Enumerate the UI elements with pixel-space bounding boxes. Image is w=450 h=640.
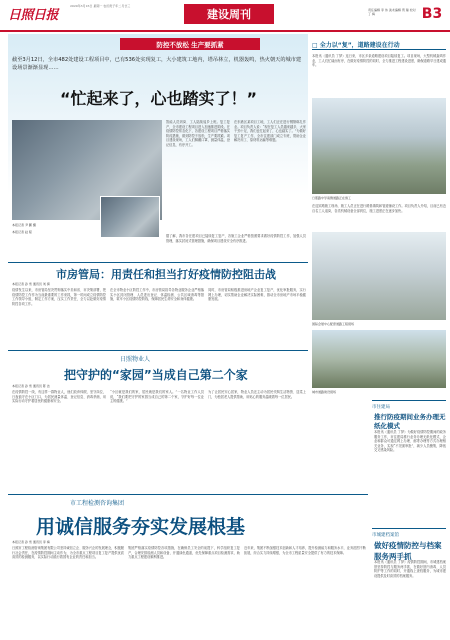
story-body: 疫情发生以来，市房管局坚决贯彻落实中央和省、市决策部署，把疫情防控工作作为当前最重要的工作来抓，第一时间成立疫情防控工作领导小组，制定工作方案，压实工作责任，全力以赴做好疫情防控各项工作。: [12, 288, 106, 306]
banner-headline: “忙起来了，心也踏实了！”: [60, 89, 258, 108]
road-construction-photo: [312, 330, 446, 388]
story-headline: 做好疫情防控与档案服务两手抓: [374, 541, 442, 561]
section-rule: [8, 350, 308, 351]
story-body: 本报讯（通讯员 丁梦）为做好疫情防控期间的政务服务工作，市住建局推行业务办理无纸化模式，企业和群众可通过网上办理、邮寄办理等方式办理相关业务，实现“不见面审批”，减少人员聚集，降低交叉感染风险。: [374, 430, 446, 453]
road-construction-photo: [312, 232, 446, 320]
photo-caption: 本报记者 尹 鹏 摄: [12, 223, 36, 227]
story-headline: 用诚信服务夯实发展根基: [36, 516, 246, 538]
photo-caption: 日照路中学南侧道路正在施工: [312, 196, 352, 200]
story-kicker: 日照物业人: [120, 356, 151, 363]
story-body: 集团严格落实疫情防控各项措施，在确保员工安全的前提下，科学组织复工复产，合理安排检测人员和设备，开通绿色通道，优先保障重点项目检测需求，助力重点工程建设顺利推进。: [128, 546, 240, 560]
byline: 本报记者 孙 雪 通讯员 李 梅: [12, 540, 50, 544]
page-number: B3: [421, 6, 443, 22]
photo-caption: 国际会展中心配套道路工程现场: [312, 322, 355, 326]
byline: 本报记者 孙 雪 通讯员 刘 倩: [12, 282, 50, 286]
story-body: 在疫情防控一线，有这样一群物业人，他们放弃休假，坚守岗位，日夜值守在小区门口，为居民测量体温、登记信息、消毒杀菌，用实际行动守护着居民的健康和安全。: [12, 390, 106, 404]
story-kicker: 市工程检测咨询集团: [70, 500, 125, 507]
editor-line: 责任编辑 李 伟 美术编辑 贾 瑞 校对 丁 梅: [368, 8, 416, 16]
photo-caption: 本报记者 赵 程: [12, 230, 32, 234]
story-headline: 把守护的“家园”当成自己第二个家: [64, 368, 248, 382]
section-rule: [8, 262, 308, 263]
banner-body: 智能人员到岗、工人陆续返乡上班。复工复产，全市建设工程项目进入加速推进阶段。在疫情防控常态化下，各建设工程项目严格落实防疫措施，做到防控不放松，生产要抓紧。项目建设现场，工人们佩戴口罩，测量体温，登记信息，有序开工。: [166, 120, 230, 147]
banner-inset-photo: [100, 196, 160, 238]
right-column-body: 本报讯（通讯员 丁梦）连日来，市区多条道路建设项目陆续复工。项目现场，大型机械轰鸣作业，工人们忙碌而有序，在做好疫情防控的同时，全力推进工程建设进度，确保道路早日建成通车。: [312, 54, 446, 68]
header-rule: [0, 30, 450, 32]
right-column-body: 在迎宾路施工现场，施工人员正在进行路基填筑和管道铺设工作。项目负责人介绍，目前已有近百名工人返岗，各类机械设备全部到位，施工进度正在逐步加快。: [312, 204, 446, 213]
story-body: 日照市工程检测咨询集团有限公司坚持诚信立企、服务兴企的发展理念，积极履行社会责任，在疫情防控期间主动作为，为全市重点工程项目复工复产提供优质高效的检测服务，以实际行动践行着国有企业的责任和担当。: [12, 546, 124, 560]
story-body: 本报讯（通讯员 丁梦）疫情防控期间，市城建档案馆坚持防控与服务两手抓，在做好馆内消毒、人员防护等工作的同时，开通线上查档服务，为城市建设提供及时高效的档案服务。: [374, 560, 446, 578]
story-body: “小区就是我们的家，居民就是我们的家人。”一名物业工作人员说，“我们要把守护的家园当成自己的第二个家，守护好每一位业主的健康。”: [110, 390, 204, 404]
road-construction-photo: [312, 98, 446, 194]
section-title: 建设周刊: [184, 4, 274, 24]
story-headline: 推行防疫期间业务办理无纸化模式: [374, 413, 446, 430]
right-column-heading: □ 全力以“复”，道路建设在行动: [312, 40, 446, 50]
banner-body: 据了解，我市各在建项目已陆续复工复产，各施工企业严格按照要求做好疫情防控工作，加强人员管理，落实封闭式管理措施，确保项目建设安全有序推进。: [166, 234, 306, 243]
section-rule: [372, 528, 446, 529]
banner-body: 在东港区某项目工地，工人们正在进行钢筋绑扎作业。项目负责人说：“现在复工人员越来越多，大家干劲十足，我们也忙起来了，心也踏实了。”为做好复工复产工作，全市住建部门成立专班，帮助企业解决用工、原材料运输等难题。: [234, 120, 306, 143]
banner-tag: 防控不放松 生产要抓紧: [120, 38, 260, 50]
section-rule: [8, 494, 368, 495]
newspaper-logo: 日照日报: [8, 8, 59, 23]
date-line: 2020年3月16日 星期一 农历庚子年二月廿三: [70, 4, 131, 8]
photo-caption: 城市道路建设现场: [312, 390, 337, 394]
story-body: 为了让居民安心居家，物业人员还主动为居民代购生活物资、送菜上门，为独居老人提供帮助，用贴心的服务温暖着每一位居民。: [208, 390, 306, 399]
banner-lead: 截至3月12日，全市482处建设工程项目中，已有536处实现复工，大小建筑工地内，塔吊林立，机器轰鸣，热火朝天的城市建设场景渐渐显现……: [12, 57, 302, 71]
story-body: 近年来，集团不断加强技术创新和人才培养，提升检测能力和服务水平，业务范围不断拓展，综合实力持续增强，为全市工程质量安全提供了有力的技术保障。: [244, 546, 366, 555]
section-rule: [372, 400, 446, 401]
story-body: 在全市物业小区防控工作中，市房管局指导各物业服务企业严格落实小区封闭管理、人员进出登记、体温检测、公共区域消毒等措施，筑牢小区疫情防控防线，保障居民生命安全和身体健康。: [110, 288, 204, 302]
story-kicker: 市城建档案馆: [372, 533, 399, 538]
story-headline: 市房管局：用责任和担当打好疫情防控阻击战: [56, 268, 276, 281]
story-body: 同时，市房管局积极推进房地产企业复工复产，优化审批服务，实行网上办理，切实帮助企业解决实际困难，推动全市房地产市场平稳健康发展。: [208, 288, 306, 302]
story-kicker: 市住建局: [372, 405, 390, 410]
byline: 本报记者 孙 雪 通讯员 陈 洁: [12, 384, 50, 388]
